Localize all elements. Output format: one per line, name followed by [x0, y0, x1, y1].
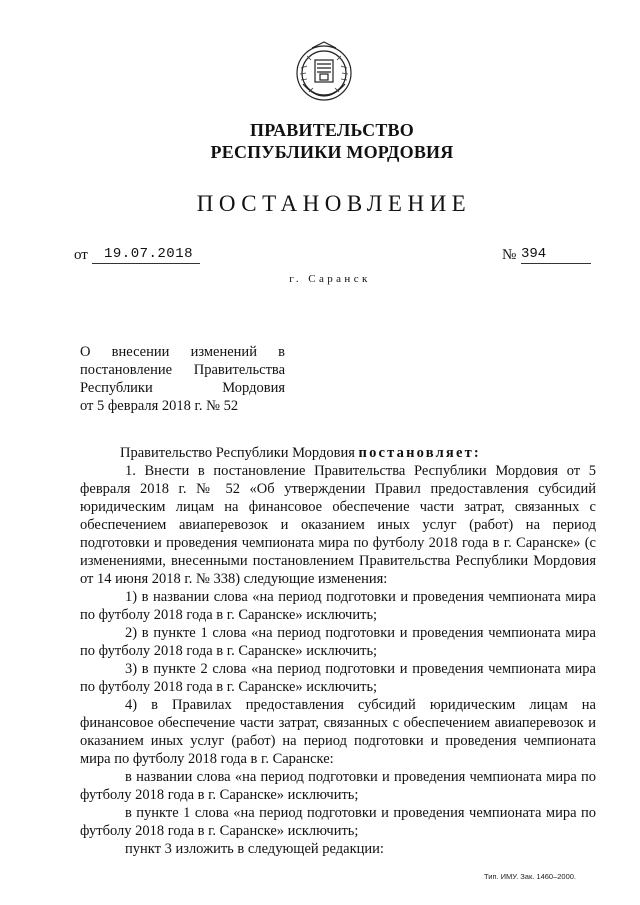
- body-paragraph: в пункте 1 слова «на период подготовки и проведения чемпионата мира по футболу 2018 года в г. Саранске» исключить;: [80, 805, 596, 839]
- subject-line: от 5 февраля 2018 г. № 52: [80, 398, 239, 414]
- body-paragraph: пункт 3 изложить в следующей редакции:: [125, 841, 384, 857]
- body-paragraph: в названии слова «на период подготовки и проведения чемпионата мира по футболу 2018 года в г. Саранске» исключить;: [80, 769, 596, 803]
- government-title-line1: ПРАВИТЕЛЬСТВО: [250, 120, 414, 140]
- subject-line: Республики Мордовия: [80, 380, 285, 396]
- coat-of-arms-icon: [293, 38, 355, 108]
- print-mark: Тип. ИМУ. Зак. 1460–2000.: [484, 872, 577, 881]
- government-title-line2: РЕСПУБЛИКИ МОРДОВИЯ: [210, 142, 454, 162]
- document-date: 19.07.2018: [92, 245, 200, 264]
- document-body: [80, 444, 596, 858]
- intro-text: Правительство Республики Мордовия: [120, 445, 355, 461]
- city: г. Саранск: [289, 273, 371, 285]
- date-label: от: [74, 247, 88, 263]
- body-paragraph: 3) в пункте 2 слова «на период подготовки и проведения чемпионата мира по футболу 2018 года в г. Саранске» исключить;: [80, 661, 596, 695]
- body-paragraph: 2) в пункте 1 слова «на период подготовки и проведения чемпионата мира по футболу 2018 года в г. Саранске» исключить;: [80, 625, 596, 659]
- body-intro: [80, 444, 596, 462]
- document-number: 394: [521, 245, 591, 264]
- number-label: №: [502, 247, 517, 263]
- body-paragraph: 1. Внести в постановление Правительства Республики Мордовия от 5 февраля 2018 г. № 52 «Об утверждении Правил предоставления субсидий юридическим лицам на финансовое обеспечение части затрат, связанных с обеспечением авиаперевозок и оказанием иных услуг (работ) на период подготовки и проведения чемпионата мира по футболу 2018 года в г. Саранске» (с изменениями, внесенными постановлением Правительства Республики Мордовия от 14 июня 2018 г. № 338) следующие изменения:: [80, 463, 596, 587]
- intro-action: постановляет:: [358, 445, 481, 461]
- subject-line: постановление Правительства: [80, 362, 285, 378]
- document-type: ПОСТАНОВЛЕНИЕ: [196, 191, 472, 216]
- document-subject: [80, 343, 285, 415]
- body-paragraph: 1) в названии слова «на период подготовки и проведения чемпионата мира по футболу 2018 года в г. Саранске» исключить;: [80, 589, 596, 623]
- subject-line: О внесении изменений в: [80, 344, 285, 360]
- body-paragraph: 4) в Правилах предоставления субсидий юридическим лицам на финансовое обеспечение части затрат, связанных с обеспечением авиаперевозок и оказанием иных услуг (работ) на период подготовки и проведения чемпионата мира по футболу 2018 года в г. Саранске:: [80, 697, 596, 767]
